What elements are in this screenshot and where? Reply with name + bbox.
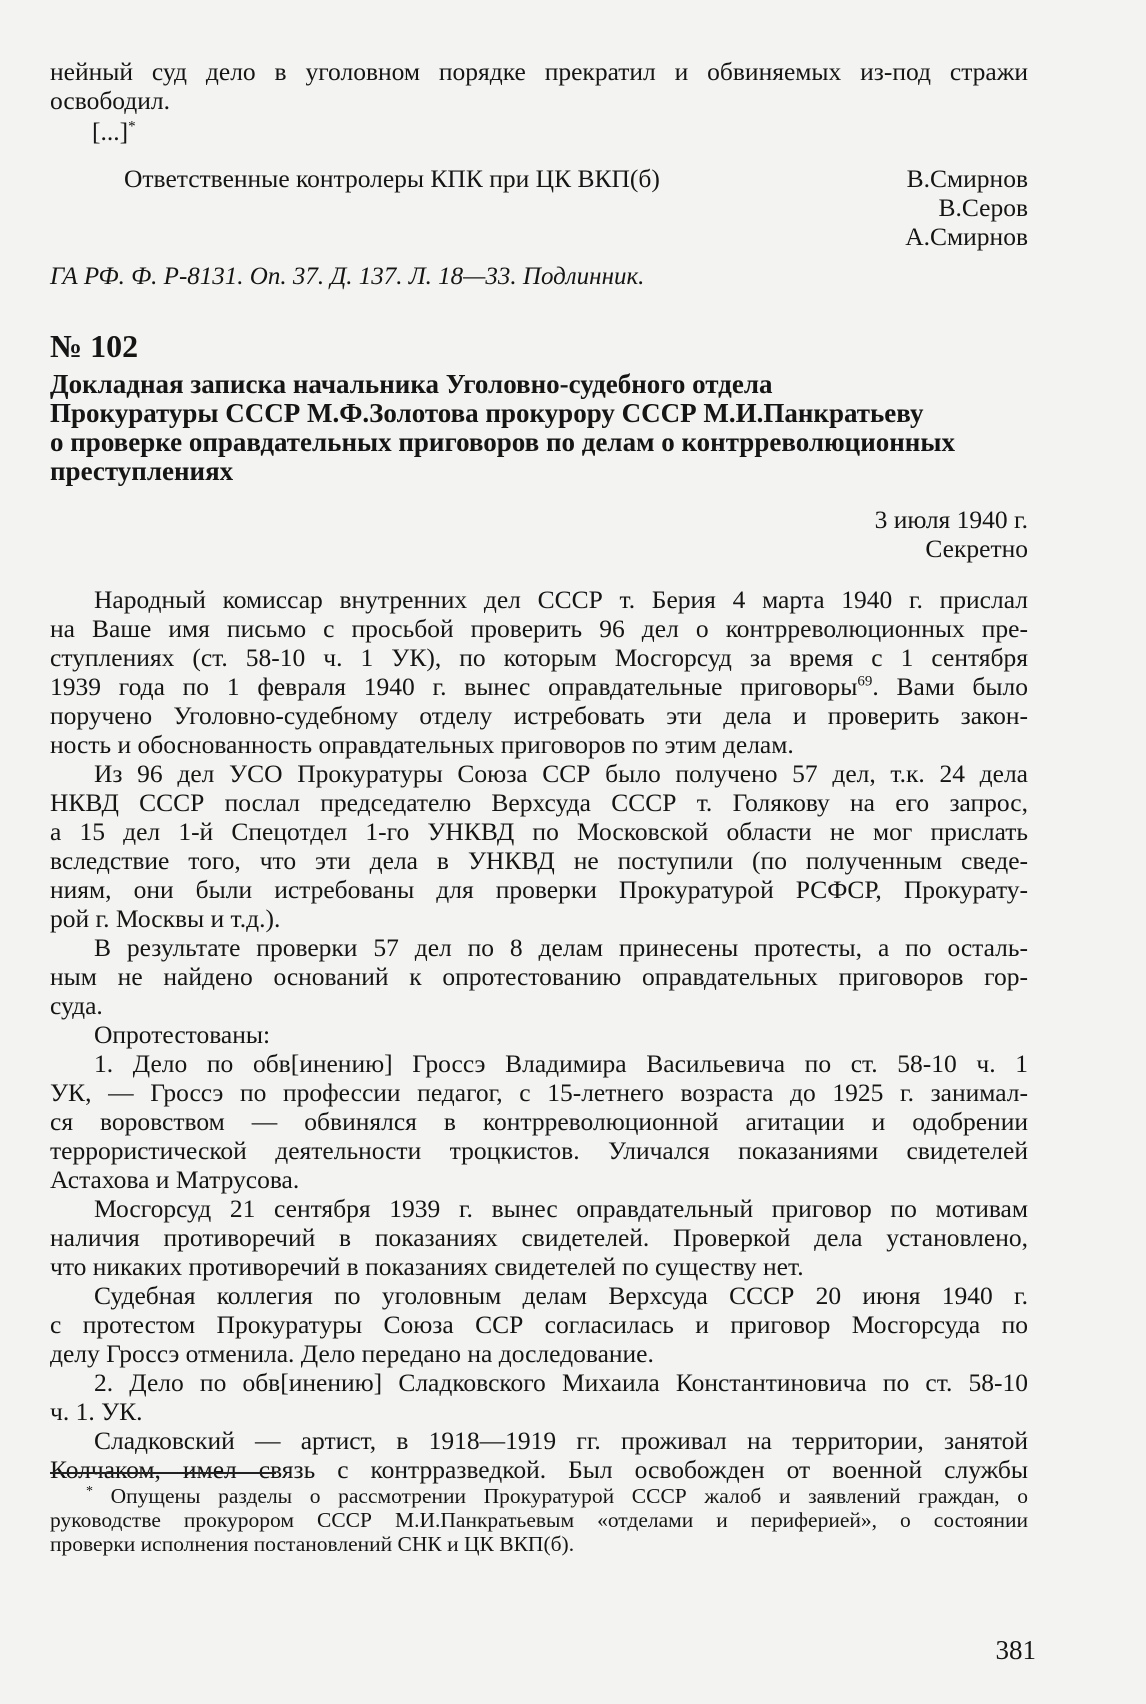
paragraph-3: В результате проверки 57 дел по 8 делам принесены протесты, а по осталь- ным не найдено оснований к опротестованию оправдательных приговоров гор- суда. [50, 933, 1028, 1020]
paragraph-4: Опротестованы: [94, 1020, 271, 1049]
document-title: Докладная записка начальника Уголовно-судебного отдела Прокуратуры СССР М.Ф.Золотова прокурору СССР М.И.Панкратьеву о проверке оправдательных приговоров по делам о контрреволюционных преступлениях [50, 369, 955, 486]
paragraph-5: 1. Дело по обв[инению] Гроссэ Владимира Васильевича по ст. 58-10 ч. 1 УК, — Гроссэ по профессии педагог, с 15-летнего возраста до 1925 г. занимал- ся воровством — обвинялся в контрреволюционной агитации и одобрении террористической деятельности троцкистов. Уличался показаниями свидетелей Астахова и Матрусова. [50, 1049, 1028, 1194]
classification-stamp: Секретно [925, 534, 1028, 563]
body-text [50, 585, 1028, 1484]
signature-label: Ответственные контролеры КПК при ЦК ВКП(б) [124, 164, 660, 193]
footnote-ref: * [128, 118, 136, 135]
paragraph-1: Народный комиссар внутренних дел СССР т. Берия 4 марта 1940 г. прислал на Ваше имя письмо с просьбой проверить 96 дел о контрреволюционных пре- ступлениях (ст. 58-10 ч. 1 УК), по которым Мосгорсуд за время с 1 сентября 1939 года по 1 февраля 1940 г. вынес оправдательные приговоры$^{69}$. Вами было поручено Уголовно-судебному отделу истребовать эти дела и проверить закон- ность и обоснованность оправдательных приговоров по этим делам. [50, 585, 1028, 759]
document-number: № 102 [50, 328, 139, 364]
page-number: 381 [995, 1635, 1036, 1665]
signatory: В.Смирнов [906, 164, 1028, 193]
paragraph-6: Мосгорсуд 21 сентября 1939 г. вынес оправдательный приговор по мотивам наличия противоречий в показаниях свидетелей. Проверкой дела установлено, что никаких противоречий в показаниях свидетелей по существу нет. [50, 1194, 1028, 1281]
prev-paragraph [50, 57, 1028, 115]
footnote-ref: 69 [857, 673, 873, 690]
text-line: освободил. [50, 86, 171, 115]
signature-block [124, 164, 1028, 251]
signatory: В.Серов [938, 193, 1028, 222]
footnote-divider [50, 1472, 276, 1474]
paragraph-9: Сладковский — артист, в 1918—1919 гг. проживал на территории, занятой Колчаком, имел связь с контрразведкой. Был освобожден от военной службы [50, 1426, 1028, 1484]
paragraph-7: Судебная коллегия по уголовным делам Верхсуда СССР 20 июня 1940 г. с протестом Прокуратуры Союза ССР согласилась и приговор Мосгорсуда по делу Гроссэ отменила. Дело передано на доследование. [50, 1281, 1028, 1368]
footnote: * Опущены разделы о рассмотрении Прокуратурой СССР жалоб и заявлений граждан, о руководстве прокурором СССР М.И.Панкратьевым «отделами и периферией», о состоянии проверки исполнения постановлений СНК и ЦК ВКП(б). [50, 1483, 1029, 1556]
text-line: нейный суд дело в уголовном порядке прекратил и обвиняемых из-под стражи [50, 57, 1028, 86]
signatory: А.Смирнов [905, 222, 1028, 251]
archive-reference: ГА РФ. Ф. Р-8131. Оп. 37. Д. 137. Л. 18—33. Подлинник. [50, 263, 645, 290]
document-date: 3 июля 1940 г. [874, 505, 1028, 534]
omission-marker: [...]* [92, 117, 136, 146]
footnote-mark: * [86, 1483, 93, 1499]
signatories [905, 164, 1028, 251]
paragraph-2: Из 96 дел УСО Прокуратуры Союза ССР было получено 57 дел, т.к. 24 дела НКВД СССР послал председателю Верхсуда СССР т. Голякову на его запрос, а 15 дел 1-й Спецотдел 1-го УНКВД по Московской области не мог прислать вследствие того, что эти дела в УНКВД не поступили (по полученным сведе- ниям, они были истребованы для проверки Прокуратурой РСФСР, Прокурату- рой г. Москвы и т.д.). [50, 759, 1028, 933]
paragraph-8: 2. Дело по обв[инению] Сладковского Михаила Константиновича по ст. 58-10 ч. 1. УК. [50, 1368, 1028, 1426]
